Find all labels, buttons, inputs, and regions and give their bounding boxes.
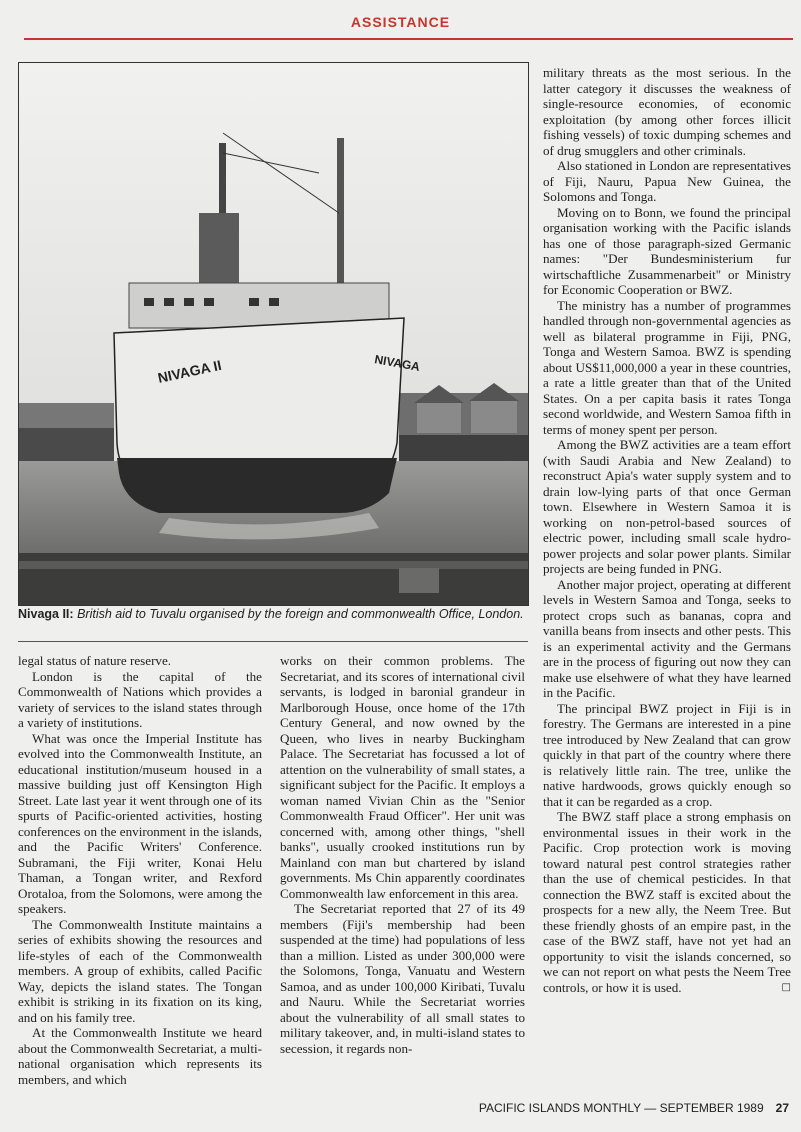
paragraph-text: The BWZ staff place a strong emphasis on environmental issues in their work in the Pacific. Crop protection work is moving toward natural pest control strategies rather than the use of chemical pesticides. In that connection the BWZ staff is excited about the prospects for a new ally, the Neem Tree. But these friendly ghosts of an empire past, in the case of the BWZ staff, have not yet had an opportunity to visit the islands concerned, so we can not report on what pests the Neem Tree controls, or how it is used. — [543, 809, 791, 995]
paragraph: legal status of nature reserve. — [18, 653, 172, 668]
article-column-3 — [543, 65, 791, 995]
section-header: ASSISTANCE — [350, 14, 451, 30]
caption-rule — [18, 641, 528, 642]
paragraph: Another major project, operating at different levels in Western Samoa and Tonga, seeks to protect crops such as bananas, copra and vanilla beans from insects and other pests. This is an experimental activity and the Germans are in the process of figuring out now they can make use elsehwere of what they have learned in the Pacific. — [543, 576, 791, 700]
hull-name-left: NIVAGA II — [156, 356, 223, 386]
caption-text: British aid to Tuvalu organised by the foreign and commonwealth Office, London. — [77, 607, 524, 621]
paragraph: Among the BWZ activities are a team effort (with Saudi Arabia and New Zealand) to reconstruct Apia's water supply system and to drain low-lying parts of that once German town. Elsewhere in Western Samoa it is working on non-petrol-based sources of electric power, including small scale hydro-power projects and solar power plants. Similar projects are being funded in PNG. — [543, 437, 791, 576]
paragraph: The Secretariat reported that 27 of its 49 members (Fiji's membership had been suspended at the time) had populations of less than a million. Listed as under 300,000 were the Solomons, Tonga, Vanuatu and Western Samoa, and as under 100,000 Kiribati, Tuvalu and Nauru. While the Secretariat worries about the vulnerability of all small states to military takeover, and, in multi-island states to secession, it regards non- — [280, 901, 525, 1056]
paragraph: military threats as the most serious. In the latter category it discusses the weakness of single-resource economies, of economic exploitation (by among other forces illicit fishing vessels) of toxic dumping schemes and of drug smugglers and other criminals. — [543, 65, 791, 158]
paragraph: The ministry has a number of programmes handled through non-governmental agencies as well as bilateral programme in Fiji, PNG, Tonga and Western Samoa. BWZ is spending about US$11,000,000 a year in these countries, a rate a little greater than that of the United States. On a per capita basis it rates Tonga second worldwide, and Western Samoa fifth in terms of money spent per person. — [543, 297, 791, 437]
header-rule — [24, 38, 793, 40]
paragraph: The Commonwealth Institute maintains a series of exhibits showing the resources and life-styles of each of the Commonwealth members. A group of exhibits, called Pacific Way, depicts the island states. The Tongan exhibit is striking in its fixation on its king, and on his family tree. — [18, 916, 262, 1025]
paragraph: Also stationed in London are representatives of Fiji, Nauru, Papua New Guinea, the Solomons and Tonga. — [543, 158, 791, 204]
paragraph-last — [543, 809, 791, 995]
caption-title: Nivaga II: — [18, 607, 74, 621]
article-column-1 — [18, 653, 262, 1087]
paragraph: works on their common problems. The Secretariat, and its scores of international civil servants, is lodged in baronial grandeur in Marlborough House, once home of the 17th Century General, and now owned by the Queen, who lives in nearby Buckingham Palace. The Secretariat has focussed a lot of attention on the vulnerability of small states, a significant subject for the Pacific. It employs a woman named Vivian Chin as the "Senior Commonwealth Fraud Officer". Her unit was concerned with, among other things, "shell banks", usually crooked institutions run by Mainland con man but chartered by island governments. Ms Chin apparently coordinates Commonwealth law enforcement in this area. — [280, 653, 525, 901]
paragraph: London is the capital of the Commonwealth of Nations which provides a variety of services to the island states through a variety of institutions. — [18, 668, 262, 730]
paragraph: What was once the Imperial Institute has evolved into the Commonwealth Institute, an educational institution/museum housed in a massive building just off Kensington High Street. Late last year it went through one of its spurts of Pacific-oriented activities, hosting conferences on the environment in the islands, and the Pacific Writers' Conference. Subramani, the Fiji writer, Konai Helu Thaman, a Tongan writer, and Rexford Orotaloa, from the Solomons, were among the speakers. — [18, 730, 262, 916]
hull-name-right: NIVAGA — [373, 352, 421, 374]
ship-photo — [18, 62, 529, 606]
paragraph: Moving on to Bonn, we found the principal organisation working with the Pacific islands has one of those paragraph-sized Germanic names: "Der Bundesministerium fur wirtschaftliche Zusammenarbeit" or Ministry for Economic Cooperation or BWZ. — [543, 204, 791, 297]
article-column-2 — [280, 653, 525, 1056]
publication-name: PACIFIC ISLANDS MONTHLY — SEPTEMBER 1989 — [478, 1101, 764, 1115]
page-footer — [479, 1101, 789, 1115]
page-number: 27 — [775, 1101, 789, 1115]
end-mark-icon: □ — [781, 981, 791, 993]
paragraph: The principal BWZ project in Fiji is in forestry. The Germans are interested in a pine tree introduced by New Zealand that can grow quickly in that part of the country where there is relatively little rain. The tree, unlike the native hardwoods, grows quickly enough so that it can be regarded as a crop. — [543, 700, 791, 809]
photo-caption — [18, 606, 528, 622]
paragraph: At the Commonwealth Institute we heard about the Commonwealth Secretariat, a multi-national organisation which represents its members, and which — [18, 1025, 262, 1087]
